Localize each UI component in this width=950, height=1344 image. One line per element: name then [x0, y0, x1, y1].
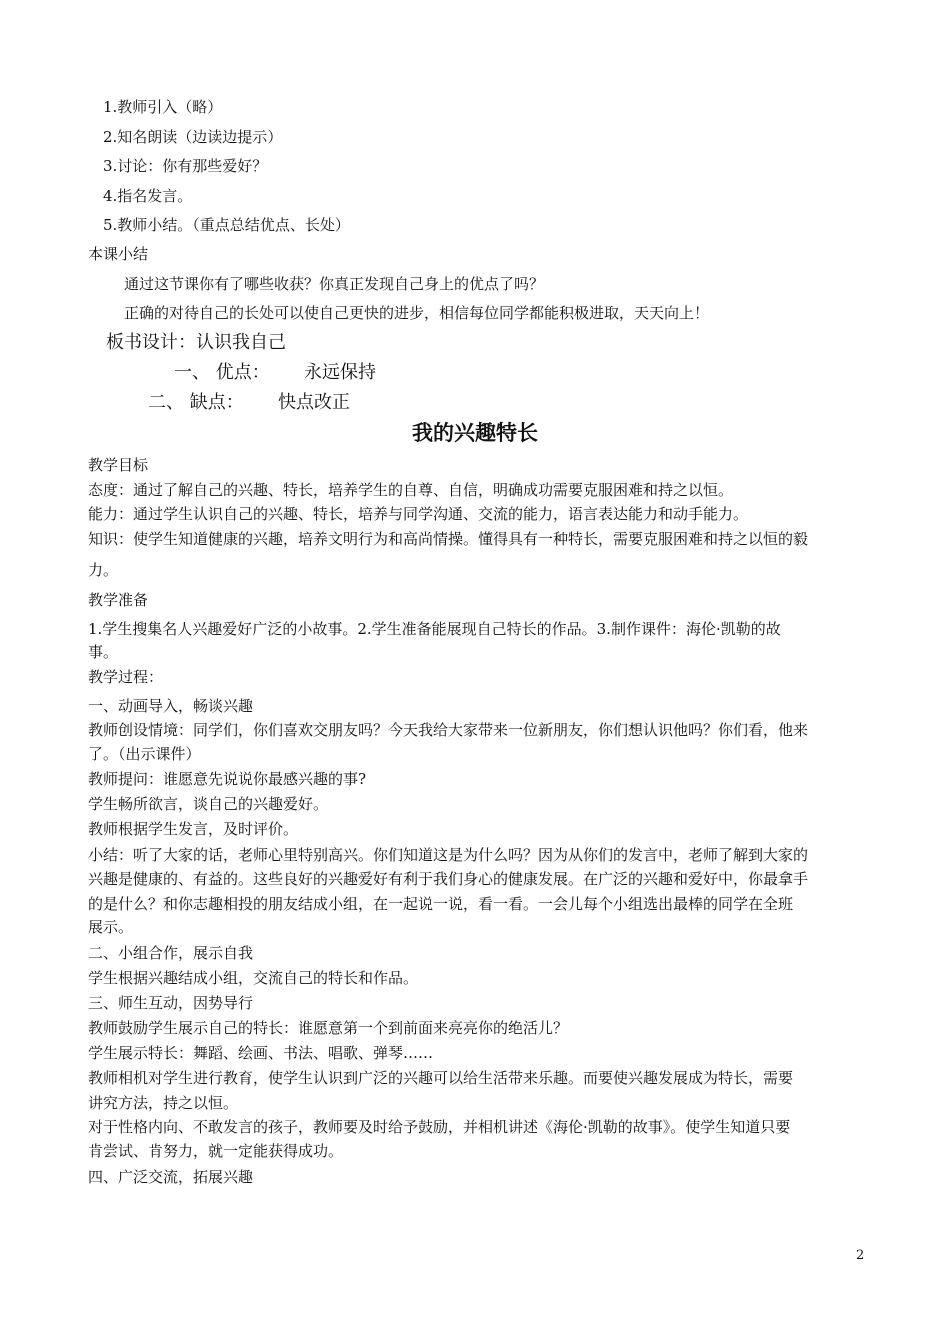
section-1-line-7: 兴趣是健康的、有益的。这些良好的兴趣爱好有利于我们身心的健康发展。在广泛的兴趣和爱好中，你最拿手	[88, 870, 809, 888]
goal-knowledge-line-2: 力。	[88, 561, 119, 579]
section-1-line-3: 教师提问：谁愿意先说说你最感兴趣的事?	[88, 770, 367, 788]
section-2-heading: 二、小组合作，展示自我	[88, 944, 254, 962]
board-design-line-1: 一、 优点： 永远保持	[174, 362, 377, 383]
summary-heading: 本课小结	[88, 245, 149, 263]
goals-heading: 教学目标	[88, 456, 149, 474]
step-2: 2.知名朗读（边读边提示）	[103, 128, 283, 146]
section-3-heading: 三、师生互动，因势导行	[88, 994, 254, 1012]
section-1-line-5: 教师根据学生发言，及时评价。	[88, 820, 299, 838]
section-3-line-2: 学生展示特长：舞蹈、绘画、书法、唱歌、弹琴……	[88, 1044, 434, 1062]
goal-attitude: 态度：通过了解自己的兴趣、特长，培养学生的自尊、自信，明确成功需要克服困难和持之以恒。	[88, 481, 734, 499]
step-3: 3.讨论：你有那些爱好？	[103, 157, 268, 175]
section-1-line-2: 了。（出示课件）	[88, 745, 201, 763]
section-1-line-6: 小结：听了大家的话，老师心里特别高兴。你们知道这是为什么吗？因为从你们的发言中，老师了解到大家的	[88, 846, 809, 864]
prep-line-1: 1.学生搜集名人兴趣爱好广泛的小故事。2.学生准备能展现自己特长的作品。3.制作课件：海伦·凯勒的故	[88, 620, 781, 638]
section-1-line-1: 教师创设情境：同学们，你们喜欢交朋友吗？今天我给大家带来一位新朋友，你们想认识他吗？你们看，他来	[88, 721, 809, 739]
page-number: 2	[856, 1248, 865, 1263]
section-1-line-9: 展示。	[88, 918, 134, 936]
section-3-line-6: 肯尝试、肯努力，就一定能获得成功。	[88, 1142, 344, 1160]
summary-paragraph-1: 通过这节课你有了哪些收获？你真正发现自己身上的优点了吗？	[124, 275, 545, 293]
board-design-line-2: 二、 缺点： 快点改正	[148, 392, 351, 413]
section-1-line-4: 学生畅所欲言，谈自己的兴趣爱好。	[88, 795, 329, 813]
process-heading: 教学过程：	[88, 668, 164, 686]
goal-knowledge-line-1: 知识：使学生知道健康的兴趣，培养文明行为和高尚情操。懂得具有一种特长，需要克服困难和持之以恒的毅	[88, 530, 809, 548]
section-1-line-8: 的是什么？和你志趣相投的朋友结成小组，在一起说一说，看一看。一会儿每个小组选出最棒的同学在全班	[88, 895, 794, 913]
step-4: 4.指名发言。	[103, 187, 193, 205]
section-3-line-1: 教师鼓励学生展示自己的特长：谁愿意第一个到前面来亮亮你的绝活儿？	[88, 1019, 569, 1037]
step-5: 5.教师小结。（重点总结优点、长处）	[103, 216, 350, 234]
board-design-heading: 板书设计：认识我自己	[106, 332, 286, 353]
lesson-title: 我的兴趣特长	[412, 421, 538, 445]
section-2-line-1: 学生根据兴趣结成小组，交流自己的特长和作品。	[88, 969, 419, 987]
section-3-line-4: 讲究方法，持之以恒。	[88, 1094, 239, 1112]
section-4-heading: 四、广泛交流，拓展兴趣	[88, 1168, 254, 1186]
goal-ability: 能力：通过学生认识自己的兴趣、特长，培养与同学沟通、交流的能力，语言表达能力和动手能力。	[88, 505, 749, 523]
section-3-line-3: 教师相机对学生进行教育，使学生认识到广泛的兴趣可以给生活带来乐趣。而要使兴趣发展成为特长，需要	[88, 1069, 794, 1087]
prep-line-2: 事。	[88, 643, 119, 661]
section-3-line-5: 对于性格内向、不敢发言的孩子，教师要及时给予鼓励，并相机讲述《海伦·凯勒的故事》。使学生知道只要	[88, 1118, 791, 1136]
summary-paragraph-2: 正确的对待自己的长处可以使自己更快的进步，相信每位同学都能积极进取，天天向上！	[124, 304, 710, 322]
step-1: 1.教师引入（略）	[103, 98, 223, 116]
section-1-heading: 一、动画导入，畅谈兴趣	[88, 697, 254, 715]
prep-heading: 教学准备	[88, 591, 149, 609]
